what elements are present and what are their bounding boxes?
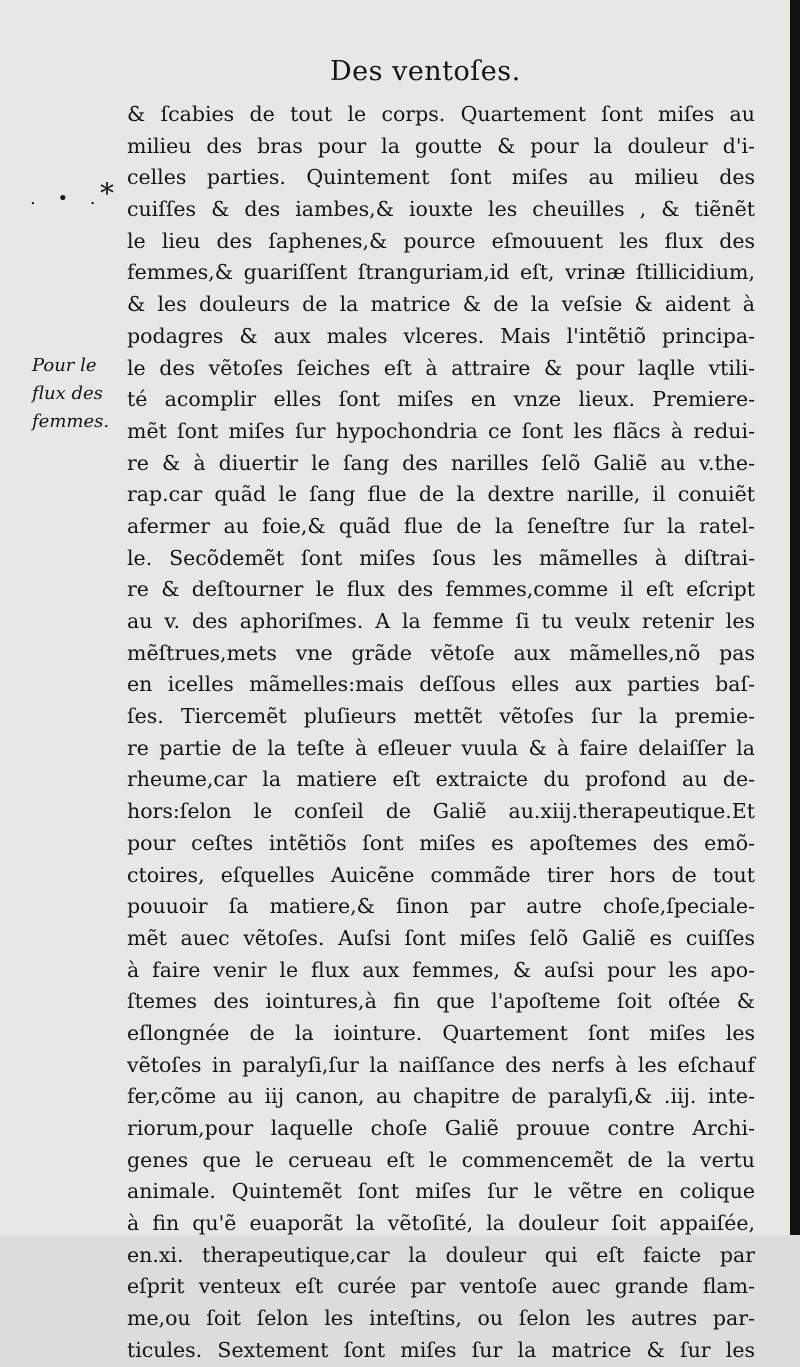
text-line: eſprit venteux eſt curée par ventoſe auec grande flam- [127,1274,755,1299]
text-line: me,ou ſoit ſelon les inteſtins, ou ſelon les autres par- [127,1306,755,1331]
margin-note-line: femmes. [32,411,110,432]
text-line: podagres & aux males vlceres. Mais l'intẽtiõ principa- [127,323,755,348]
text-line: afermer au foie,& quãd flue de la ſeneſtre ſur la ratel- [127,513,755,538]
margin-note-line: Pour le [32,355,97,376]
text-line: re partie de la teſte à eſleuer vuula & à faire delaiſſer la [127,735,755,760]
text-line: rheume,car la matiere eſt extraicte du profond au de- [127,767,755,792]
text-line: en icelles mãmelles:mais deſſous elles aux parties baſ- [127,672,755,697]
page-edge-shadow [790,0,800,1235]
margin-note-line: flux des [32,383,103,404]
text-line: à fin qu'ẽ euaporãt la vẽtoſité, la douleur ſoit appaiſée, [127,1211,755,1236]
text-line: le. Secõdemẽt ſont miſes ſous les mãmelles à diſtrai- [127,545,755,570]
text-line: re & à diuertir le ſang des narilles ſelõ Galiẽ au v.the- [127,450,755,475]
text-line: cuiſſes & des iambes,& iouxte les cheuilles , & tiẽnẽt [127,197,755,222]
text-line: ctoires, eſquelles Auicẽne commãde tirer hors de tout [127,862,755,887]
text-line: pouuoir ſa matiere,& ſinon par autre choſe,ſpeciale- [127,894,755,919]
text-line: riorum,pour laquelle choſe Galiẽ prouue contre Archi- [127,1116,755,1140]
margin-asterisk: * [100,177,114,210]
text-line: femmes,& guariſſent ſtranguriam,id eſt, vrinæ ſtillicidium, [127,260,755,285]
text-line: celles parties. Quintement ſont miſes au milieu des [127,165,755,190]
text-line: ticules. Sextement ſont miſes ſur la matrice & ſur les [127,1337,755,1362]
text-line: vẽtoſes in paralyſi,ſur la naiſſance des nerfs à les eſchauf [127,1052,755,1077]
text-line: le des vẽtoſes ſeiches eſt à attraire & pour laqlle vtili- [127,355,755,380]
text-line: fer,cõme au iij canon, au chapitre de paralyſi,& .iij. inte- [127,1084,755,1109]
text-line: re & deſtourner le flux des femmes,comme il eſt eſcript [127,577,755,602]
text-line: milieu des bras pour la goutte & pour la douleur d'i- [127,133,755,158]
text-line: hors:ſelon le conſeil de Galiẽ au.xiij.therapeutique.Et [127,799,755,824]
text-line: le lieu des ſaphenes,& pource eſmouuent les flux des [127,228,755,253]
text-line: animale. Quintemẽt ſont miſes ſur le vẽtre en colique [127,1179,755,1204]
text-line: à faire venir le flux aux femmes, & auſsi pour les apo- [127,957,755,982]
text-line: genes que le cerueau eſt le commencemẽt de la vertu [127,1147,755,1172]
text-line: mẽt auec vẽtoſes. Auſsi ſont miſes ſelõ Galiẽ es cuiſſes [127,925,755,950]
text-line: té acomplir elles ſont miſes en vnze lieux. Premiere- [127,387,755,412]
text-line: en.xi. therapeutique,car la douleur qui eſt faicte par [127,1242,755,1267]
margin-marks: . • . [30,188,104,209]
text-line: mẽſtrues,mets vne grãde vẽtoſe aux mãmelles,nõ pas [127,640,755,665]
margin-note [32,352,112,436]
text-line: ſtemes des iointures,à fin que l'apoſteme ſoit oſtée & [127,989,755,1014]
body-text [127,99,755,1367]
text-line: & les douleurs de la matrice & de la veſsie & aident à [127,292,755,317]
running-header: Des ventoſes. [330,56,521,87]
text-line: rap.car quãd le ſang flue de la dextre narille, il conuiẽt [127,482,755,507]
text-line: & ſcabies de tout le corps. Quartement ſont miſes au [127,102,755,126]
text-line: mẽt ſont miſes ſur hypochondria ce ſont les flãcs à redui- [127,418,755,443]
text-line: ſes. Tiercemẽt pluſieurs mettẽt vẽtoſes ſur la premie- [127,704,755,729]
text-line: au v. des aphoriſmes. A la femme ſi tu veulx retenir les [127,609,755,633]
text-line: eſlongnée de la iointure. Quartement ſont miſes les [127,1020,755,1045]
text-line: pour ceſtes intẽtiõs ſont miſes es apoſtemes des emõ- [127,830,755,855]
